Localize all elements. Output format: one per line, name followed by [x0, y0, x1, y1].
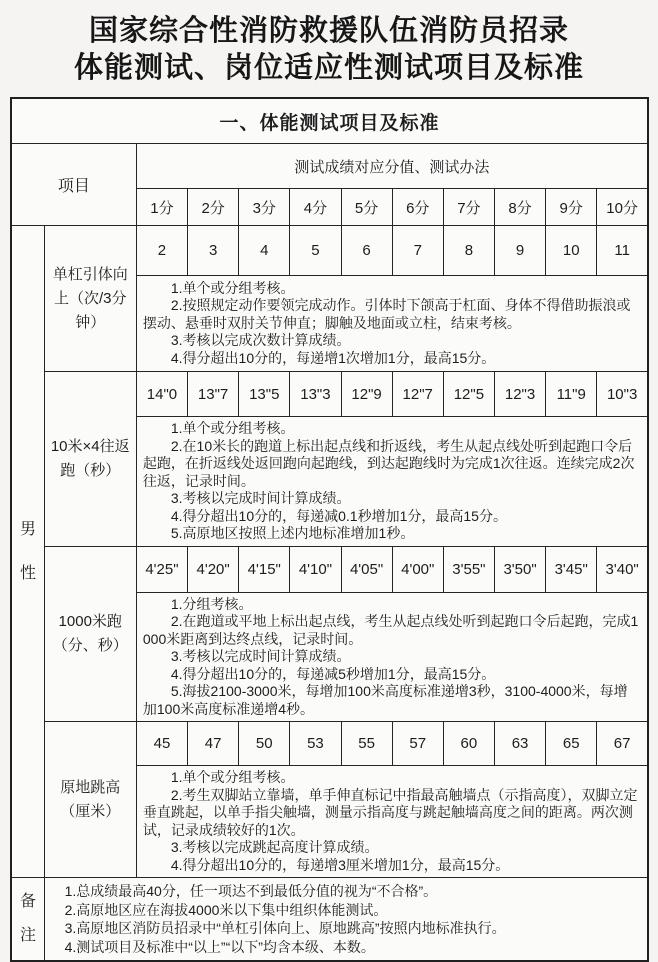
score-value-cell: 8 [443, 226, 494, 276]
notes-line: 3.高原地区消防员招录中“单杠引体向上、原地跳高”按照内地标准执行。 [64, 920, 506, 936]
score-value-cell: 10 [546, 226, 597, 276]
item1-name-cell: 单杠引体向上（次/3分钟） [44, 226, 136, 372]
method-line: 4.得分超出10分的，每递减5秒增加1分，最高15分。 [170, 665, 496, 682]
item4-name-cell: 原地跳高（厘米） [44, 722, 136, 878]
score-header-cell: 测试成绩对应分值、测试办法 [136, 144, 648, 189]
item1-values-row [11, 226, 648, 276]
score-value-cell: 4'15" [239, 546, 290, 592]
standards-table [10, 97, 649, 962]
score-value-cell: 6 [341, 226, 392, 276]
notes-line: 1.总成绩最高40分，任一项达不到最低分值的视为“不合格”。 [64, 883, 438, 899]
score-col-header: 9分 [546, 189, 597, 226]
score-value-cell: 4 [239, 226, 290, 276]
score-value-cell: 4'20" [188, 546, 239, 592]
score-value-cell: 7 [392, 226, 443, 276]
score-col-header: 10分 [597, 189, 648, 226]
score-value-cell: 12"7 [392, 372, 443, 417]
score-value-cell: 10"3 [597, 372, 648, 417]
score-col-header: 4分 [290, 189, 341, 226]
notes-line: 4.测试项目及标准中“以上”“以下”均含本级、本数。 [64, 938, 375, 955]
score-value-cell: 67 [597, 722, 648, 766]
score-value-cell: 3'40" [597, 546, 648, 592]
score-col-header: 6分 [392, 189, 443, 226]
score-value-cell: 4'25" [136, 546, 187, 592]
method-line: 3.考核以完成次数计算成绩。 [170, 332, 351, 349]
method-line: 5.高原地区按照上述内地标准增加1秒。 [170, 525, 415, 541]
score-value-cell: 45 [136, 722, 187, 766]
score-value-cell: 63 [494, 722, 545, 766]
score-value-cell: 5 [290, 226, 341, 276]
score-col-header: 3分 [239, 189, 290, 226]
item3-values-row [11, 546, 648, 592]
score-value-cell: 11"9 [546, 372, 597, 417]
item1-method-cell [136, 276, 648, 372]
score-value-cell: 57 [392, 722, 443, 766]
score-col-header: 1分 [136, 189, 187, 226]
score-value-cell: 3'45" [546, 546, 597, 592]
score-value-cell: 13"5 [239, 372, 290, 417]
project-header-cell: 项目 [11, 144, 136, 226]
score-col-header: 7分 [443, 189, 494, 226]
score-value-cell: 12"5 [443, 372, 494, 417]
method-line: 2.考生双脚站立靠墙，单手伸直标记中指最高触墙点（示指高度），双脚立定垂直跳起，以单手指尖触墙，测量示指高度与跳起触墙高度之间的距离。两次测试，记录成绩较好的1次。 [142, 786, 638, 838]
score-value-cell: 12"9 [341, 372, 392, 417]
notes-line: 2.高原地区应在海拔4000米以下集中组织体能测试。 [64, 901, 388, 918]
score-value-cell: 12"3 [494, 372, 545, 417]
method-line: 1.单个或分组考核。 [170, 279, 295, 296]
method-line: 3.考核以完成时间计算成绩。 [170, 490, 351, 506]
method-line: 1.单个或分组考核。 [170, 420, 295, 436]
standards-table-wrap [10, 97, 649, 962]
method-line: 4.得分超出10分的，每递增3厘米增加1分，最高15分。 [170, 856, 510, 873]
title-line-1: 国家综合性消防救援队伍消防员招录 [88, 15, 569, 47]
score-value-cell: 11 [597, 226, 648, 276]
header-row-top [11, 144, 648, 189]
method-line: 3.考核以完成时间计算成绩。 [170, 648, 351, 664]
notes-label-cell: 备注 [11, 878, 44, 962]
score-value-cell: 4'10" [290, 546, 341, 592]
item2-method-cell [136, 417, 648, 547]
score-value-cell: 9 [494, 226, 545, 276]
gender-cell: 男性 [11, 226, 44, 878]
item4-values-row [11, 722, 648, 766]
score-value-cell: 3'50" [494, 546, 545, 592]
score-value-cell: 3'55" [443, 546, 494, 592]
section-header: 一、体能测试项目及标准 [11, 98, 648, 144]
score-value-cell: 13"7 [188, 372, 239, 417]
score-value-cell: 3 [188, 226, 239, 276]
section-header-row [11, 98, 648, 144]
score-value-cell: 2 [136, 226, 187, 276]
score-value-cell: 55 [341, 722, 392, 766]
item3-name-cell: 1000米跑（分、秒） [44, 546, 136, 722]
score-value-cell: 60 [443, 722, 494, 766]
notes-cell [44, 878, 648, 962]
method-line: 1.单个或分组考核。 [170, 769, 295, 785]
score-value-cell: 14"0 [136, 372, 187, 417]
method-line: 3.考核以完成跳起高度计算成绩。 [170, 839, 379, 855]
item3-method-cell [136, 592, 648, 722]
item4-method-cell [136, 766, 648, 878]
item2-values-row [11, 372, 648, 417]
score-col-header: 5分 [341, 189, 392, 226]
item2-name-cell: 10米×4往返跑（秒） [44, 372, 136, 547]
method-line: 4.得分超出10分的，每递增1次增加1分，最高15分。 [170, 349, 496, 366]
document-title [0, 0, 658, 87]
title-line-2: 体能测试、岗位适应性测试项目及标准 [73, 52, 584, 84]
method-line: 2.在跑道或平地上标出起点线，考生从起点线处听到起跑口令后起跑，完成1000米距离到达终点线，记录时间。 [142, 613, 639, 647]
method-line: 5.海拔2100-3000米，每增加100米高度标准递增3秒，3100-4000米，每增加100米高度标准递增4秒。 [142, 683, 628, 717]
score-value-cell: 4'00" [392, 546, 443, 592]
method-line: 4.得分超出10分的，每递减0.1秒增加1分，最高15分。 [170, 507, 507, 524]
score-value-cell: 53 [290, 722, 341, 766]
score-value-cell: 4'05" [341, 546, 392, 592]
score-value-cell: 65 [546, 722, 597, 766]
score-value-cell: 47 [188, 722, 239, 766]
notes-row [11, 878, 648, 962]
score-col-header: 2分 [188, 189, 239, 226]
method-line: 1.分组考核。 [170, 595, 253, 612]
method-line: 2.在10米长的跑道上标出起点线和折返线，考生从起点线处听到起跑口令后起跑，在折返线处返回跑向起跑线，到达起跑线时为完成1次往返。连续完成2次往返，记录时间。 [142, 437, 635, 489]
score-value-cell: 13"3 [290, 372, 341, 417]
score-value-cell: 50 [239, 722, 290, 766]
score-col-header: 8分 [494, 189, 545, 226]
method-line: 2.按照规定动作要领完成动作。引体时下颌高于杠面、身体不得借助振浪或摆动、悬垂时双肘关节伸直；脚触及地面或立柱，结束考核。 [142, 297, 631, 331]
